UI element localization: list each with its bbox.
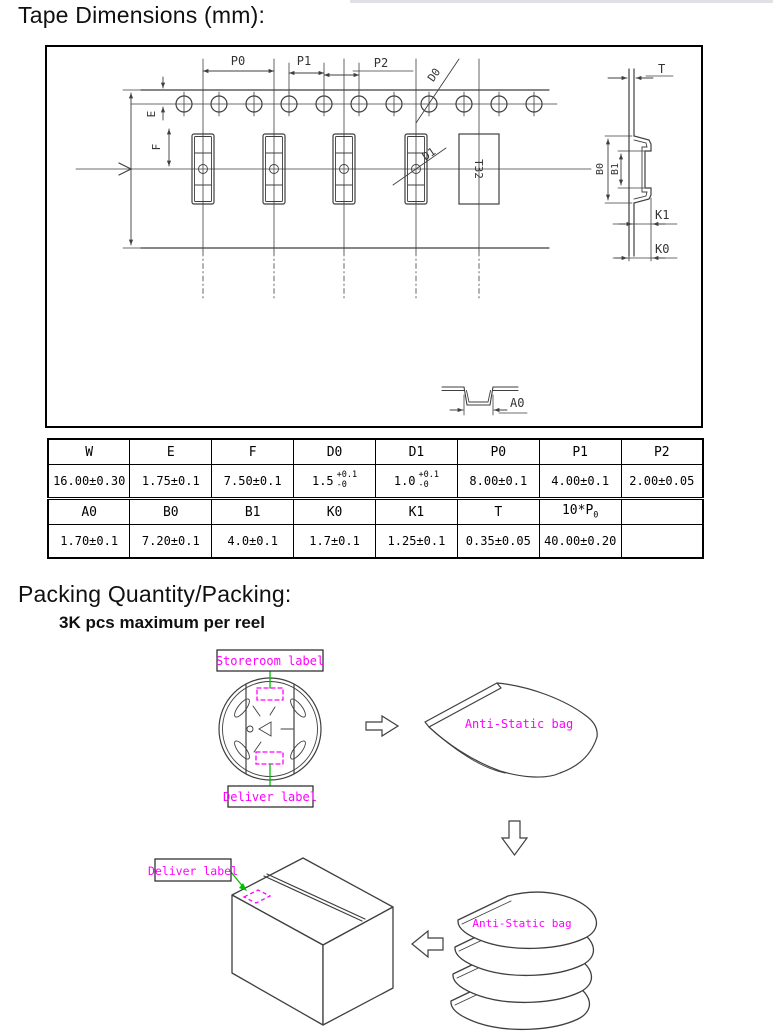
antistatic-bag bbox=[425, 683, 597, 777]
value-cell: 16.00±0.30 bbox=[48, 465, 130, 499]
header-cell-10p0 bbox=[539, 499, 621, 525]
reel-slot bbox=[232, 739, 252, 761]
component-label: T32 bbox=[472, 159, 485, 179]
value-cell: 40.00±0.20 bbox=[539, 525, 621, 559]
value-cell: 0.35±0.05 bbox=[457, 525, 539, 559]
dim-label-f: F bbox=[150, 143, 163, 151]
component-outline bbox=[459, 59, 499, 299]
header-cell: T bbox=[457, 499, 539, 525]
p10-sub: 0 bbox=[593, 510, 599, 521]
tape-drawing bbox=[47, 47, 701, 426]
pocket bbox=[405, 59, 427, 299]
p10-base: 10*P bbox=[561, 503, 594, 519]
flow-arrow-right-icon bbox=[366, 716, 398, 736]
antistatic-bag-label: Anti-Static bag bbox=[464, 717, 574, 731]
table-header-row-1 bbox=[48, 439, 703, 465]
dim-d1 bbox=[393, 145, 446, 185]
pocket bbox=[333, 59, 355, 299]
table-header-row-2 bbox=[48, 499, 703, 525]
header-cell: F bbox=[212, 439, 294, 465]
header-cell: D1 bbox=[376, 439, 458, 465]
value-cell: 1.25±0.1 bbox=[376, 525, 458, 559]
packing-title: Packing Quantity/Packing: bbox=[18, 581, 292, 607]
packing-diagram bbox=[0, 630, 773, 1035]
dim-label-d0: D0 bbox=[425, 65, 444, 85]
pocket bbox=[192, 59, 214, 299]
d1-plus: +0.1 bbox=[418, 470, 440, 481]
packing-subtitle: 3K pcs maximum per reel bbox=[59, 613, 265, 632]
dim-k1 bbox=[613, 198, 677, 228]
dimension-table bbox=[47, 438, 704, 559]
tape-side-view bbox=[595, 62, 677, 261]
header-cell: K1 bbox=[376, 499, 458, 525]
pocket-section-view bbox=[442, 387, 527, 415]
dim-label-a0: A0 bbox=[510, 396, 525, 410]
d1-base: 1.0 bbox=[393, 474, 416, 488]
table-value-row-1 bbox=[48, 465, 703, 499]
header-cell: P1 bbox=[539, 439, 621, 465]
dim-label-p1: P1 bbox=[296, 54, 312, 68]
header-cell: E bbox=[130, 439, 212, 465]
tape-dimensions-title: Tape Dimensions (mm): bbox=[18, 2, 266, 28]
header-cell: B0 bbox=[130, 499, 212, 525]
reel-slot bbox=[232, 697, 252, 719]
header-cell: K0 bbox=[294, 499, 376, 525]
d0-plus: +0.1 bbox=[336, 470, 358, 481]
dim-label-b0: B0 bbox=[595, 162, 606, 176]
flow-arrow-left-icon bbox=[412, 931, 443, 957]
flow-arrow-down-icon bbox=[502, 821, 527, 855]
value-cell: 1.7±0.1 bbox=[294, 525, 376, 559]
d1-minus: -0 bbox=[418, 480, 429, 490]
dim-label-b1: B1 bbox=[610, 162, 621, 176]
dim-k0 bbox=[613, 228, 677, 261]
dim-f bbox=[150, 129, 169, 166]
d0-base: 1.5 bbox=[311, 474, 334, 488]
d0-minus: -0 bbox=[336, 480, 347, 490]
value-cell: 7.20±0.1 bbox=[130, 525, 212, 559]
header-cell-blank bbox=[621, 499, 703, 525]
value-cell: 1.70±0.1 bbox=[48, 525, 130, 559]
tape-drawing-frame bbox=[45, 45, 703, 428]
box-deliver-label-text: Deliver label bbox=[147, 864, 239, 878]
dim-label-d1: D1 bbox=[419, 145, 439, 164]
window-edge-strip bbox=[350, 0, 773, 3]
dim-e bbox=[145, 77, 163, 120]
dim-p2 bbox=[324, 56, 413, 93]
value-cell-d1 bbox=[376, 465, 458, 499]
header-cell: W bbox=[48, 439, 130, 465]
reel-diagram bbox=[216, 650, 324, 807]
header-cell: B1 bbox=[212, 499, 294, 525]
pocket-profile bbox=[634, 136, 651, 203]
value-cell: 2.00±0.05 bbox=[621, 465, 703, 499]
dim-t bbox=[608, 62, 673, 78]
dim-label-e: E bbox=[145, 110, 158, 118]
value-cell: 7.50±0.1 bbox=[212, 465, 294, 499]
dim-b1 bbox=[610, 151, 644, 188]
reel-label-placeholder-bottom bbox=[256, 752, 283, 764]
header-cell: D0 bbox=[294, 439, 376, 465]
value-cell-blank bbox=[621, 525, 703, 559]
table-value-row-2 bbox=[48, 525, 703, 559]
carton-box bbox=[148, 858, 393, 1025]
reel-slot bbox=[288, 697, 308, 719]
pocket bbox=[263, 59, 285, 299]
reel-slot bbox=[288, 739, 308, 761]
tape-top-view bbox=[76, 54, 591, 299]
value-cell: 4.00±0.1 bbox=[539, 465, 621, 499]
stack-bag-label: Anti-Static bag bbox=[472, 917, 572, 930]
deliver-label-text: Deliver label bbox=[223, 790, 317, 804]
dim-d0 bbox=[416, 59, 459, 123]
header-cell: P2 bbox=[621, 439, 703, 465]
dim-label-k1: K1 bbox=[655, 208, 670, 222]
value-cell: 4.0±0.1 bbox=[212, 525, 294, 559]
reel-hub bbox=[247, 706, 293, 752]
dim-p0 bbox=[203, 54, 274, 71]
dim-label-p0: P0 bbox=[230, 54, 246, 68]
stacked-bags bbox=[451, 892, 597, 1029]
dim-label-k0: K0 bbox=[655, 242, 670, 256]
dim-label-t: T bbox=[658, 62, 666, 76]
header-cell: P0 bbox=[457, 439, 539, 465]
storeroom-label-text: Storeroom label bbox=[215, 654, 325, 668]
value-cell: 8.00±0.1 bbox=[457, 465, 539, 499]
dim-p1 bbox=[289, 54, 324, 93]
dim-label-p2: P2 bbox=[373, 56, 389, 70]
header-cell: A0 bbox=[48, 499, 130, 525]
value-cell: 1.75±0.1 bbox=[130, 465, 212, 499]
value-cell-d0 bbox=[294, 465, 376, 499]
reel-label-placeholder-top bbox=[257, 688, 283, 700]
